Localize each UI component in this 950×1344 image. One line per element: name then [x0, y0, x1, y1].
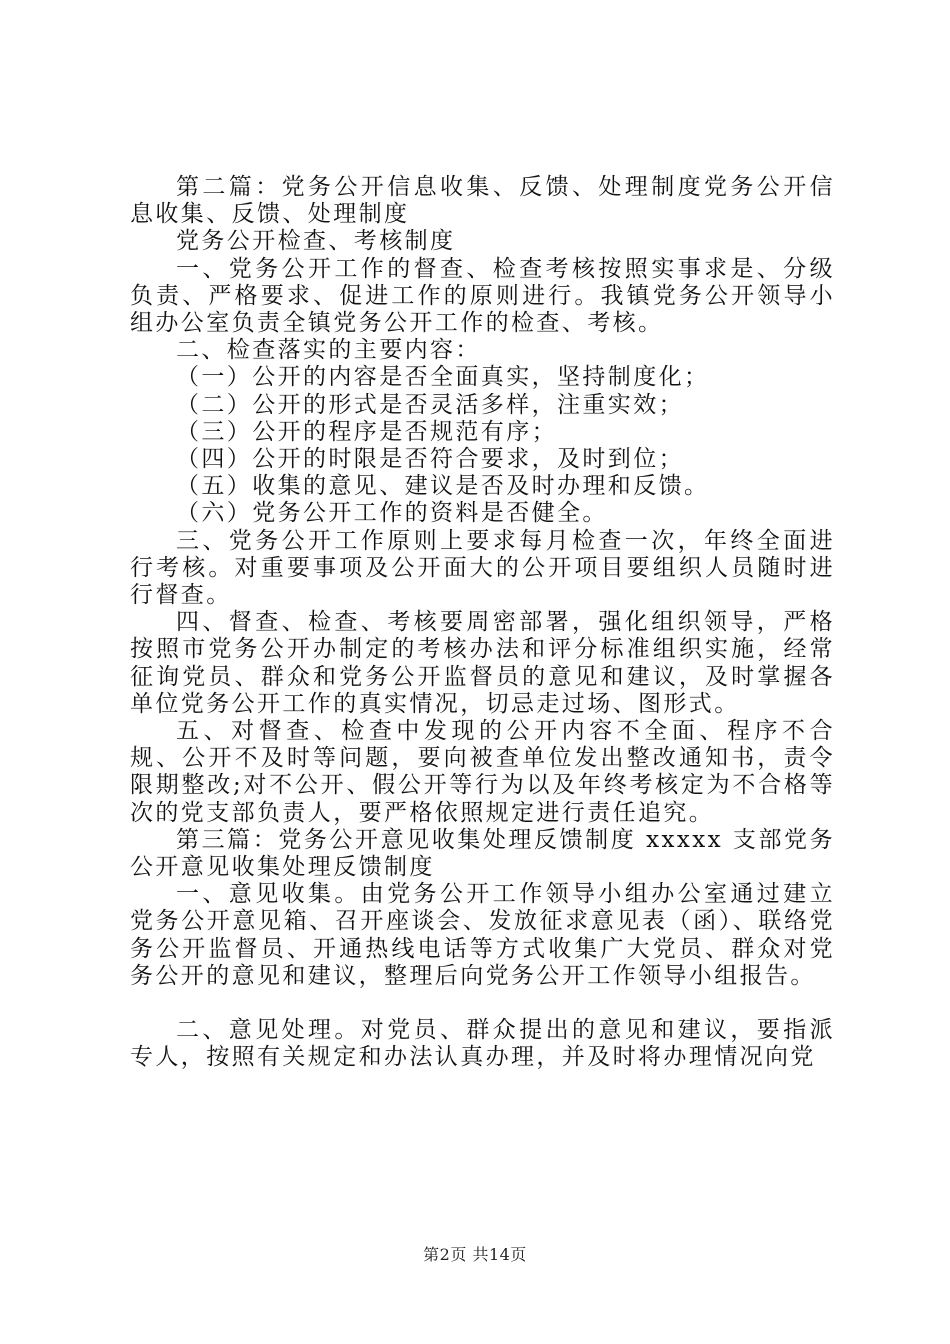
paragraph-subitem-1: （一）公开的内容是否全面真实，坚持制度化； — [176, 364, 710, 391]
paragraph-item-2: 二、检查落实的主要内容： — [176, 337, 481, 364]
paragraph-subitem-2: （二）公开的形式是否灵活多样，注重实效； — [176, 391, 684, 418]
paragraph-opinion-handling: 二、意见处理。对党员、群众提出的意见和建议，要指派专人，按照有关规定和办法认真办理，并及时将办理情况向党 — [130, 1017, 835, 1071]
paragraph-subitem-3: （三）公开的程序是否规范有序； — [176, 418, 557, 445]
document-body — [130, 174, 835, 1072]
paragraph-subitem-4: （四）公开的时限是否符合要求，及时到位； — [176, 446, 684, 473]
paragraph-item-5: 五、对督查、检查中发现的公开内容不全面、程序不合规、公开不及时等问题，要向被查单位发出整改通知书，责令限期整改;对不公开、假公开等行为以及年终考核定为不合格等次的党支部负责人，要严格依照规定进行责任追究。 — [130, 718, 835, 826]
paragraph-subheading: 党务公开检查、考核制度 — [176, 228, 456, 255]
paragraph-subitem-5: （五）收集的意见、建议是否及时办理和反馈。 — [176, 473, 710, 500]
paragraph-heading-part3: 第三篇：党务公开意见收集处理反馈制度 xxxxx 支部党务公开意见收集处理反馈制度 — [130, 826, 835, 881]
paragraph-heading-part2: 第二篇：党务公开信息收集、反馈、处理制度党务公开信息收集、反馈、处理制度 — [130, 174, 835, 228]
page-number-footer: 第2页 共14页 — [423, 1245, 527, 1264]
paragraph-opinion-collection: 一、意见收集。由党务公开工作领导小组办公室通过建立党务公开意见箱、召开座谈会、发放征求意见表（函）、联络党务公开监督员、开通热线电话等方式收集广大党员、群众对党务公开的意见和建议，整理后向党务公开工作领导小组报告。 — [130, 881, 835, 989]
paragraph-item-3: 三、党务公开工作原则上要求每月检查一次，年终全面进行考核。对重要事项及公开面大的公开项目要组织人员随时进行督查。 — [130, 527, 835, 609]
paragraph-item-4: 四、督查、检查、考核要周密部署，强化组织领导，严格按照市党务公开办制定的考核办法和评分标准组织实施，经常征询党员、群众和党务公开监督员的意见和建议，及时掌握各单位党务公开工作的真实情况，切忌走过场、图形式。 — [130, 609, 835, 717]
paragraph-item-1: 一、党务公开工作的督查、检查考核按照实事求是、分级负责、严格要求、促进工作的原则进行。我镇党务公开领导小组办公室负责全镇党务公开工作的检查、考核。 — [130, 255, 835, 337]
paragraph-subitem-6: （六）党务公开工作的资料是否健全。 — [176, 500, 608, 527]
